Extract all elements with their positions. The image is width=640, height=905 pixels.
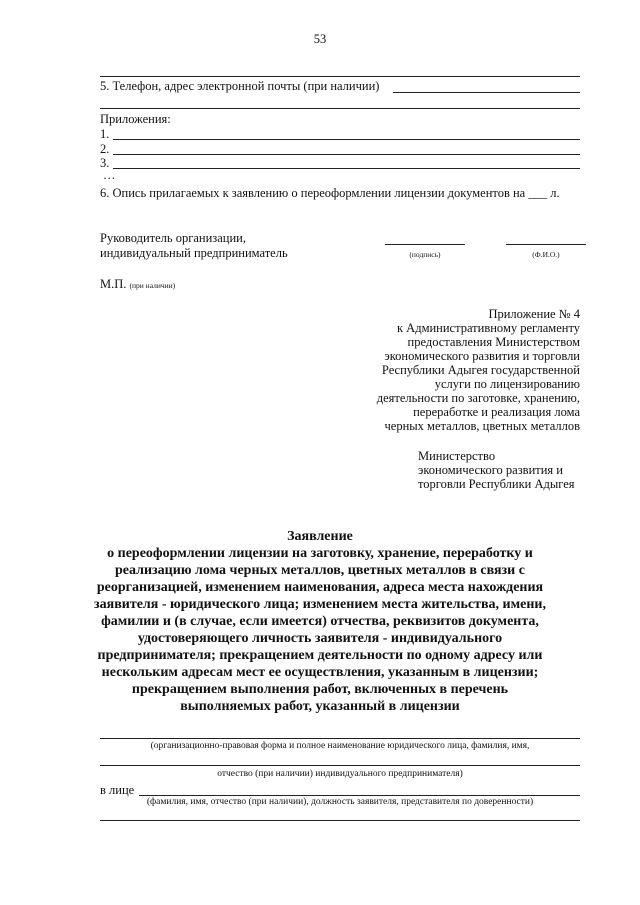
application-body-line: фамилии и (в случае, если имеется) отчества, реквизитов документа, bbox=[101, 614, 539, 629]
attachment-item-2-line[interactable] bbox=[113, 154, 580, 155]
representative-caption: (фамилия, имя, отчество (при наличии), должность заявителя, представителя по доверенности) bbox=[146, 797, 534, 807]
addressee-line: торговли Республики Адыгея bbox=[418, 477, 575, 491]
appendix-line: переработке и реализация лома bbox=[413, 405, 580, 419]
attachment-item-3-line[interactable] bbox=[113, 168, 580, 169]
application-body-line: реорганизацией, изменением наименования, адреса места нахождения bbox=[96, 580, 544, 595]
item5-input-line[interactable] bbox=[393, 92, 580, 93]
application-body-line: нескольким адресам мест ее осуществления, указанным в лицензии; bbox=[101, 665, 539, 680]
item6-label bbox=[100, 186, 560, 201]
addressee-line: Министерство bbox=[418, 449, 496, 463]
appendix-line: деятельности по заготовке, хранению, bbox=[376, 391, 580, 405]
attachments-heading: Приложения: bbox=[100, 112, 171, 126]
application-body-line: предпринимателя; прекращением деятельности по одному адресу или bbox=[97, 648, 543, 663]
application-body-line: удостоверяющего личность заявителя - индивидуального bbox=[137, 631, 503, 646]
item6-blank[interactable]: ___ bbox=[528, 186, 548, 200]
signature-role-line1: Руководитель организации, bbox=[100, 231, 246, 245]
application-body-line: прекращением выполнения работ, включенных в перечень bbox=[131, 682, 509, 697]
application-body-line: о переоформлении лицензии на заготовку, хранение, переработку и bbox=[107, 546, 533, 561]
entrepreneur-caption: отчество (при наличии) индивидуального предпринимателя) bbox=[217, 769, 463, 779]
top-rule bbox=[100, 76, 580, 77]
appendix-line: экономического развития и торговли bbox=[384, 349, 580, 363]
in-person-label: в лице bbox=[100, 783, 135, 797]
bottom-line[interactable] bbox=[100, 820, 580, 821]
application-body-line: заявителя - юридического лица; изменением места жительства, имени, bbox=[94, 597, 546, 612]
appendix-line: предоставления Министерством bbox=[407, 335, 580, 349]
appendix-title: Приложение № 4 bbox=[488, 307, 580, 321]
attachment-item-3-number: 3. bbox=[100, 156, 110, 170]
item6-text: 6. Опись прилагаемых к заявлению о переоформлении лицензии документов на bbox=[100, 186, 526, 200]
appendix-line: черных металлов, цветных металлов bbox=[384, 419, 580, 433]
application-body-line: реализацию лома черных металлов, цветных металлов в связи с bbox=[115, 563, 525, 578]
attachment-item-1-number: 1. bbox=[100, 127, 110, 141]
stamp-label bbox=[100, 277, 175, 292]
application-title: Заявление bbox=[287, 529, 353, 544]
stamp-text: М.П. bbox=[100, 277, 127, 291]
name-caption: (Ф.И.О.) bbox=[532, 250, 560, 259]
applicant-name-caption: (организационно-правовая форма и полное наименование юридического лица, фамилия, имя, bbox=[150, 741, 530, 751]
item6-suffix: л. bbox=[550, 186, 560, 200]
signature-line[interactable] bbox=[385, 244, 465, 245]
attachment-item-1-line[interactable] bbox=[113, 139, 580, 140]
attachment-item-2-number: 2. bbox=[100, 142, 110, 156]
appendix-line: Республики Адыгея государственной bbox=[381, 363, 580, 377]
name-line[interactable] bbox=[506, 244, 586, 245]
item5-label: 5. Телефон, адрес электронной почты (при наличии) bbox=[100, 79, 380, 93]
applicant-name-line[interactable] bbox=[100, 738, 580, 739]
attachments-ellipsis: … bbox=[103, 168, 116, 182]
application-body-line: выполняемых работ, указанный в лицензии bbox=[180, 699, 460, 714]
signature-role-line2: индивидуальный предприниматель bbox=[100, 246, 288, 260]
appendix-line: услуги по лицензированию bbox=[434, 377, 580, 391]
item5-second-line[interactable] bbox=[100, 108, 580, 109]
representative-line[interactable] bbox=[139, 795, 580, 796]
page-number: 53 bbox=[313, 32, 327, 46]
appendix-line: к Административному регламенту bbox=[396, 321, 580, 335]
addressee-line: экономического развития и bbox=[418, 463, 563, 477]
stamp-note: (при наличии) bbox=[129, 281, 176, 290]
applicant-name-line-2[interactable] bbox=[100, 765, 580, 766]
signature-caption: (подпись) bbox=[409, 250, 441, 259]
